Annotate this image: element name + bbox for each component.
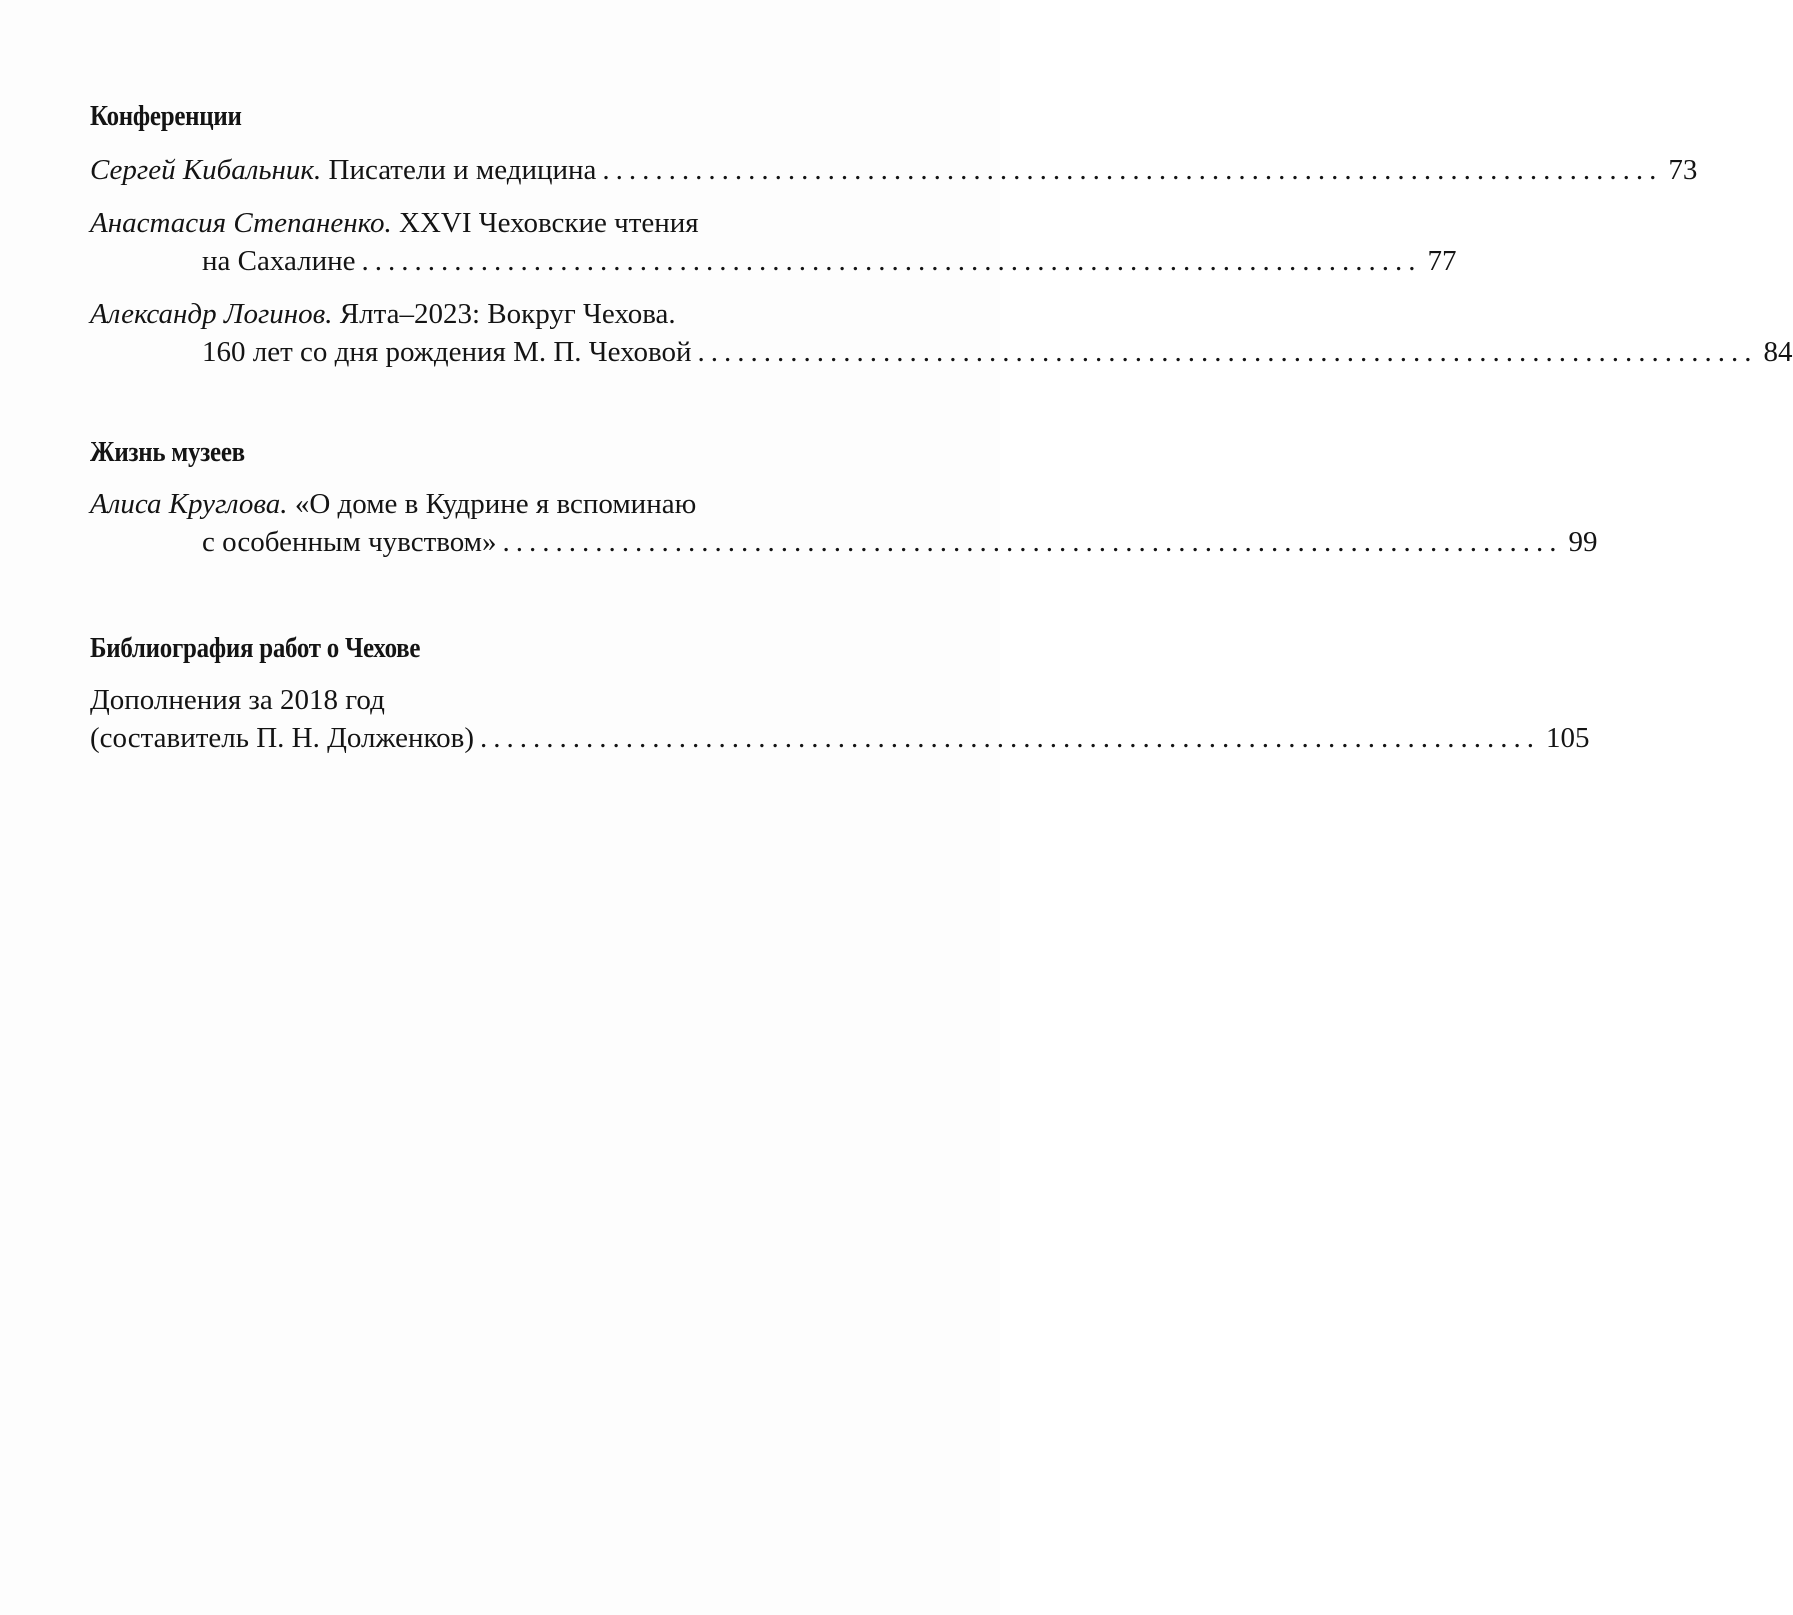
dot-leader: ................................................................................ [502, 526, 1563, 558]
entry-title: XXVI Чеховские чтения [399, 207, 699, 239]
entry-author: Александр Логинов. [90, 298, 333, 330]
entry-page-number: 77 [1427, 245, 1457, 277]
entry-title-continuation: с особенным чувством» [202, 526, 497, 558]
entry-author: Сергей Кибальник. [90, 154, 322, 186]
entry-title-continuation: на Сахалине [202, 245, 356, 277]
entry-page-number: 99 [1568, 526, 1598, 558]
toc-entry-continuation[interactable] [90, 718, 1590, 758]
entry-page-number: 105 [1546, 722, 1590, 754]
entry-title: Дополнения за 2018 год [90, 684, 385, 716]
entry-title-continuation: 160 лет со дня рождения М. П. Чеховой [202, 336, 692, 368]
entry-title: Ялта–2023: Вокруг Чехова. [339, 298, 676, 330]
section-title: Жизнь музеев [90, 436, 245, 468]
entry-author: Алиса Круглова. [90, 488, 288, 520]
entry-title-continuation: (составитель П. Н. Долженков) [90, 722, 474, 754]
entry-title: Писатели и медицина [328, 154, 597, 186]
toc-entry[interactable] [90, 150, 1698, 190]
dot-leader: ................................................................................ [480, 722, 1540, 754]
entry-author: Анастасия Степаненко. [90, 207, 392, 239]
section-title: Конференции [90, 100, 242, 132]
toc-entry[interactable] [90, 294, 880, 334]
toc-entry[interactable] [90, 484, 880, 524]
dot-leader: ................................................................................ [602, 154, 1663, 186]
toc-entry[interactable] [90, 203, 880, 243]
entry-page-number: 84 [1763, 336, 1793, 368]
entry-page-number: 73 [1668, 154, 1698, 186]
toc-entry-continuation[interactable] [202, 332, 1793, 372]
entry-title: «О доме в Кудрине я вспоминаю [294, 488, 697, 520]
toc-entry[interactable] [90, 680, 880, 720]
dot-leader: ................................................................................ [697, 336, 1758, 368]
toc-entry-continuation[interactable] [202, 241, 1457, 281]
toc-entry-continuation[interactable] [202, 522, 1598, 562]
section-title: Библиография работ о Чехове [90, 632, 421, 664]
dot-leader: ................................................................................ [361, 245, 1422, 277]
